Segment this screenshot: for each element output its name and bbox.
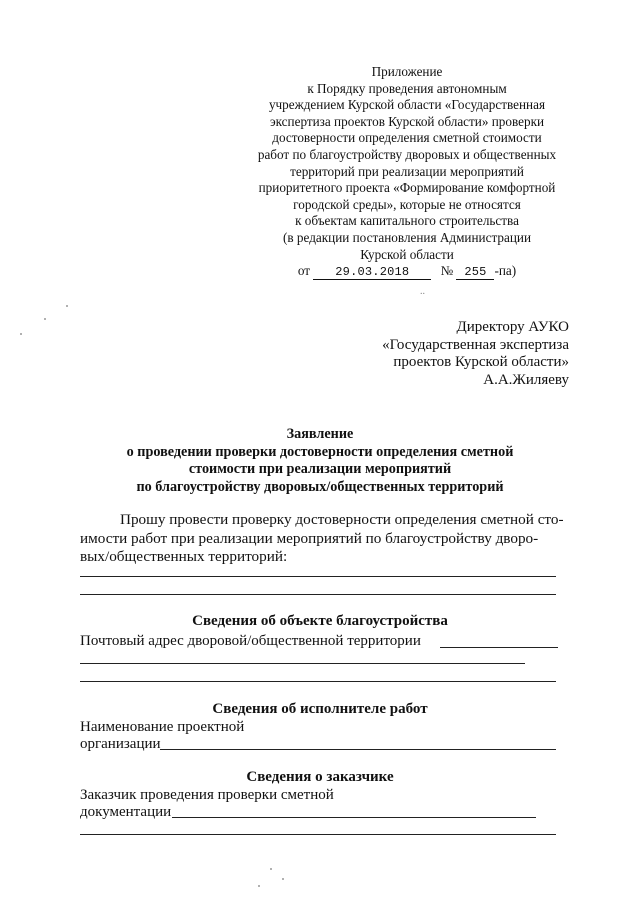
request-line: имости работ при реализации мероприятий по благоустройству дворо- — [80, 529, 539, 547]
blank-line[interactable] — [80, 576, 556, 577]
blank-line[interactable] — [80, 834, 556, 835]
addressee-line: А.А.Жиляеву — [483, 371, 569, 388]
blank-line[interactable] — [80, 663, 525, 664]
number-field — [456, 264, 494, 280]
title-heading: Заявление — [286, 426, 354, 442]
appendix-block — [238, 64, 576, 280]
appendix-line: городской среды», которые не относятся — [293, 196, 521, 212]
appendix-line: приоритетного проекта «Формирование комфортной — [258, 180, 556, 196]
appendix-line: территорий при реализации мероприятий — [290, 163, 524, 179]
request-paragraph — [80, 511, 564, 567]
appendix-line: (в редакции постановления Администрации — [283, 229, 531, 245]
title-line: о проведении проверки достоверности определения сметной — [126, 443, 514, 460]
object-section-title: Сведения об объекте благоустройства — [192, 613, 448, 629]
scan-speck — [20, 333, 22, 335]
contractor-label-cont: организации — [80, 736, 161, 752]
scan-speck — [66, 305, 68, 307]
customer-section-title: Сведения о заказчике — [246, 769, 394, 785]
blank-line[interactable] — [80, 594, 556, 595]
date-value: 29.03.2018 — [335, 265, 410, 280]
scan-speck — [270, 868, 272, 870]
appendix-line: к Порядку проведения автономным — [307, 80, 507, 96]
title-line: стоимости при реализации мероприятий — [188, 461, 452, 477]
appendix-line: работ по благоустройству дворовых и общественных — [257, 146, 557, 162]
addressee-line: Директору АУКО — [456, 319, 569, 335]
appendix-line: Приложение — [371, 64, 443, 79]
scan-speck — [44, 318, 46, 320]
contractor-label: Наименование проектной — [80, 719, 245, 735]
resolution-date-line — [238, 263, 576, 280]
scan-speck — [282, 878, 284, 880]
customer-label: Заказчик проведения проверки сметной — [80, 787, 334, 803]
addressee-line: «Государственная экспертиза — [382, 336, 569, 353]
title-line: по благоустройству дворовых/общественных территорий — [136, 478, 504, 495]
document-title — [60, 426, 580, 496]
appendix-line: учреждением Курской области «Государственная — [268, 97, 546, 113]
appendix-line: к объектам капитального строительства — [295, 213, 519, 229]
date-field — [313, 264, 431, 280]
addressee-block — [382, 319, 569, 389]
postal-address-field[interactable] — [440, 647, 558, 648]
number-value: 255 — [464, 265, 487, 280]
postal-address-label: Почтовый адрес дворовой/общественной территории — [80, 633, 421, 649]
blank-line[interactable] — [80, 681, 556, 682]
contractor-section-title: Сведения об исполнителе работ — [212, 701, 428, 717]
request-line: Прошу провести проверку достоверности определения сметной сто- — [120, 511, 564, 528]
scan-speck — [258, 885, 260, 887]
appendix-line: экспертиза проектов Курской области» проверки — [269, 113, 545, 129]
scan-dots: .. — [420, 286, 425, 297]
appendix-line: достоверности определения сметной стоимости — [272, 130, 542, 146]
appendix-line: Курской области — [360, 246, 454, 262]
request-line: вых/общественных территорий: — [80, 548, 288, 565]
customer-label-cont: документации — [80, 804, 172, 820]
date-prefix: от — [297, 263, 310, 279]
number-suffix: -па) — [494, 263, 517, 279]
contractor-name-field[interactable] — [160, 749, 556, 750]
addressee-line: проектов Курской области» — [393, 354, 569, 370]
customer-name-field[interactable] — [172, 817, 536, 818]
number-sign: № — [440, 263, 454, 279]
